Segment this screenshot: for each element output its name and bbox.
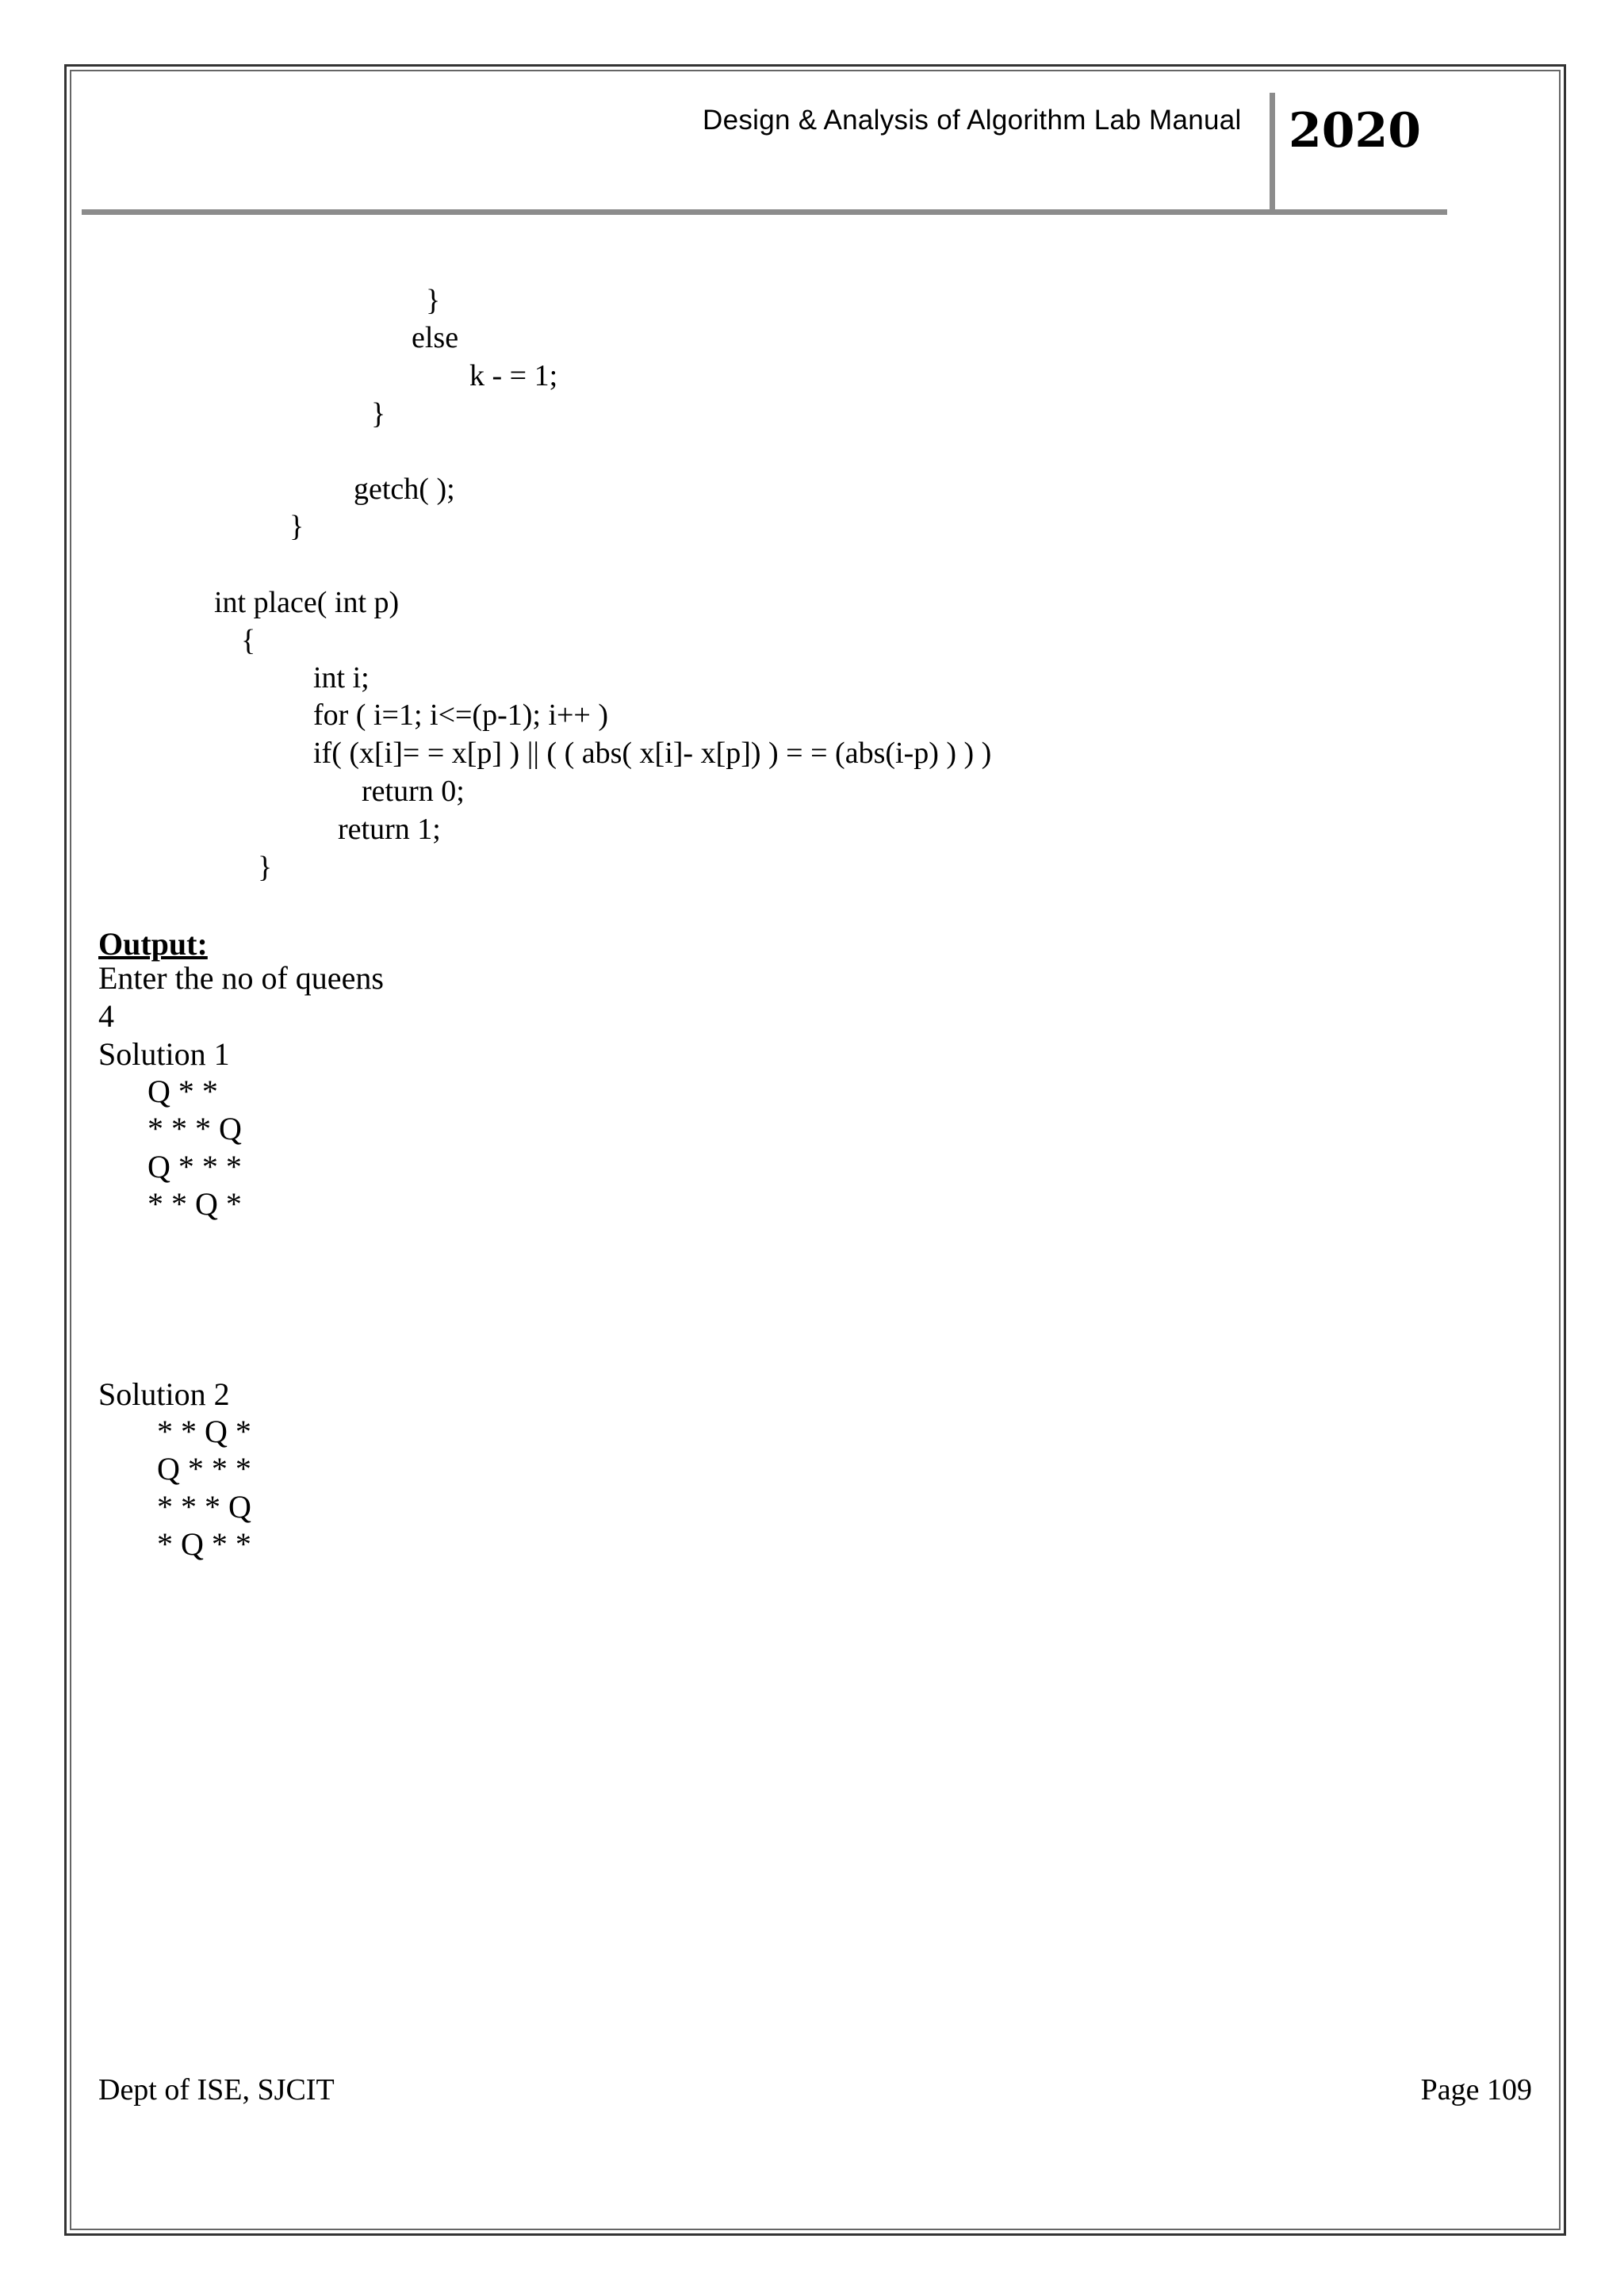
page-border-inner — [70, 70, 1561, 2230]
solution-1-row: Q * * — [147, 1073, 218, 1109]
header-rule — [82, 209, 1447, 215]
solution-1-row: * * Q * — [147, 1186, 242, 1222]
solution-1-row: * * * Q — [147, 1111, 242, 1146]
output-input-value: 4 — [98, 998, 114, 1034]
header-divider — [1270, 93, 1275, 213]
code-line: for ( i=1; i<=(p-1); i++ ) — [313, 698, 609, 732]
code-line: k - = 1; — [469, 359, 558, 392]
header-title: Design & Analysis of Algorithm Lab Manual — [703, 105, 1242, 136]
code-line: return 0; — [362, 775, 465, 808]
code-line: if( (x[i]= = x[p] ) || ( ( abs( x[i]- x[p]) ) = = (abs(i-p) ) ) ) — [313, 737, 992, 770]
footer-page-number: Page 109 — [1420, 2073, 1532, 2107]
code-line: int i; — [313, 661, 370, 695]
code-line: } — [371, 397, 386, 430]
solution-1-label: Solution 1 — [98, 1036, 230, 1072]
code-line: } — [426, 284, 441, 317]
solution-2-row: * Q * * — [157, 1526, 251, 1562]
output-prompt: Enter the no of queens — [98, 960, 384, 996]
output-heading: Output: — [98, 926, 208, 962]
solution-2-row: Q * * * — [157, 1451, 251, 1487]
code-line: { — [241, 624, 256, 657]
solution-2-row: * * Q * — [157, 1414, 251, 1449]
code-line: else — [412, 321, 459, 354]
code-line: int place( int p) — [214, 586, 400, 619]
solution-1-row: Q * * * — [147, 1149, 242, 1184]
solution-2-label: Solution 2 — [98, 1376, 230, 1412]
code-line: return 1; — [338, 813, 441, 846]
solution-2-row: * * * Q — [157, 1489, 251, 1525]
code-line: } — [258, 851, 273, 884]
header-year: 2020 — [1289, 103, 1421, 159]
code-line: getch( ); — [354, 473, 455, 506]
code-line: } — [289, 510, 304, 543]
footer-department: Dept of ISE, SJCIT — [98, 2073, 335, 2107]
